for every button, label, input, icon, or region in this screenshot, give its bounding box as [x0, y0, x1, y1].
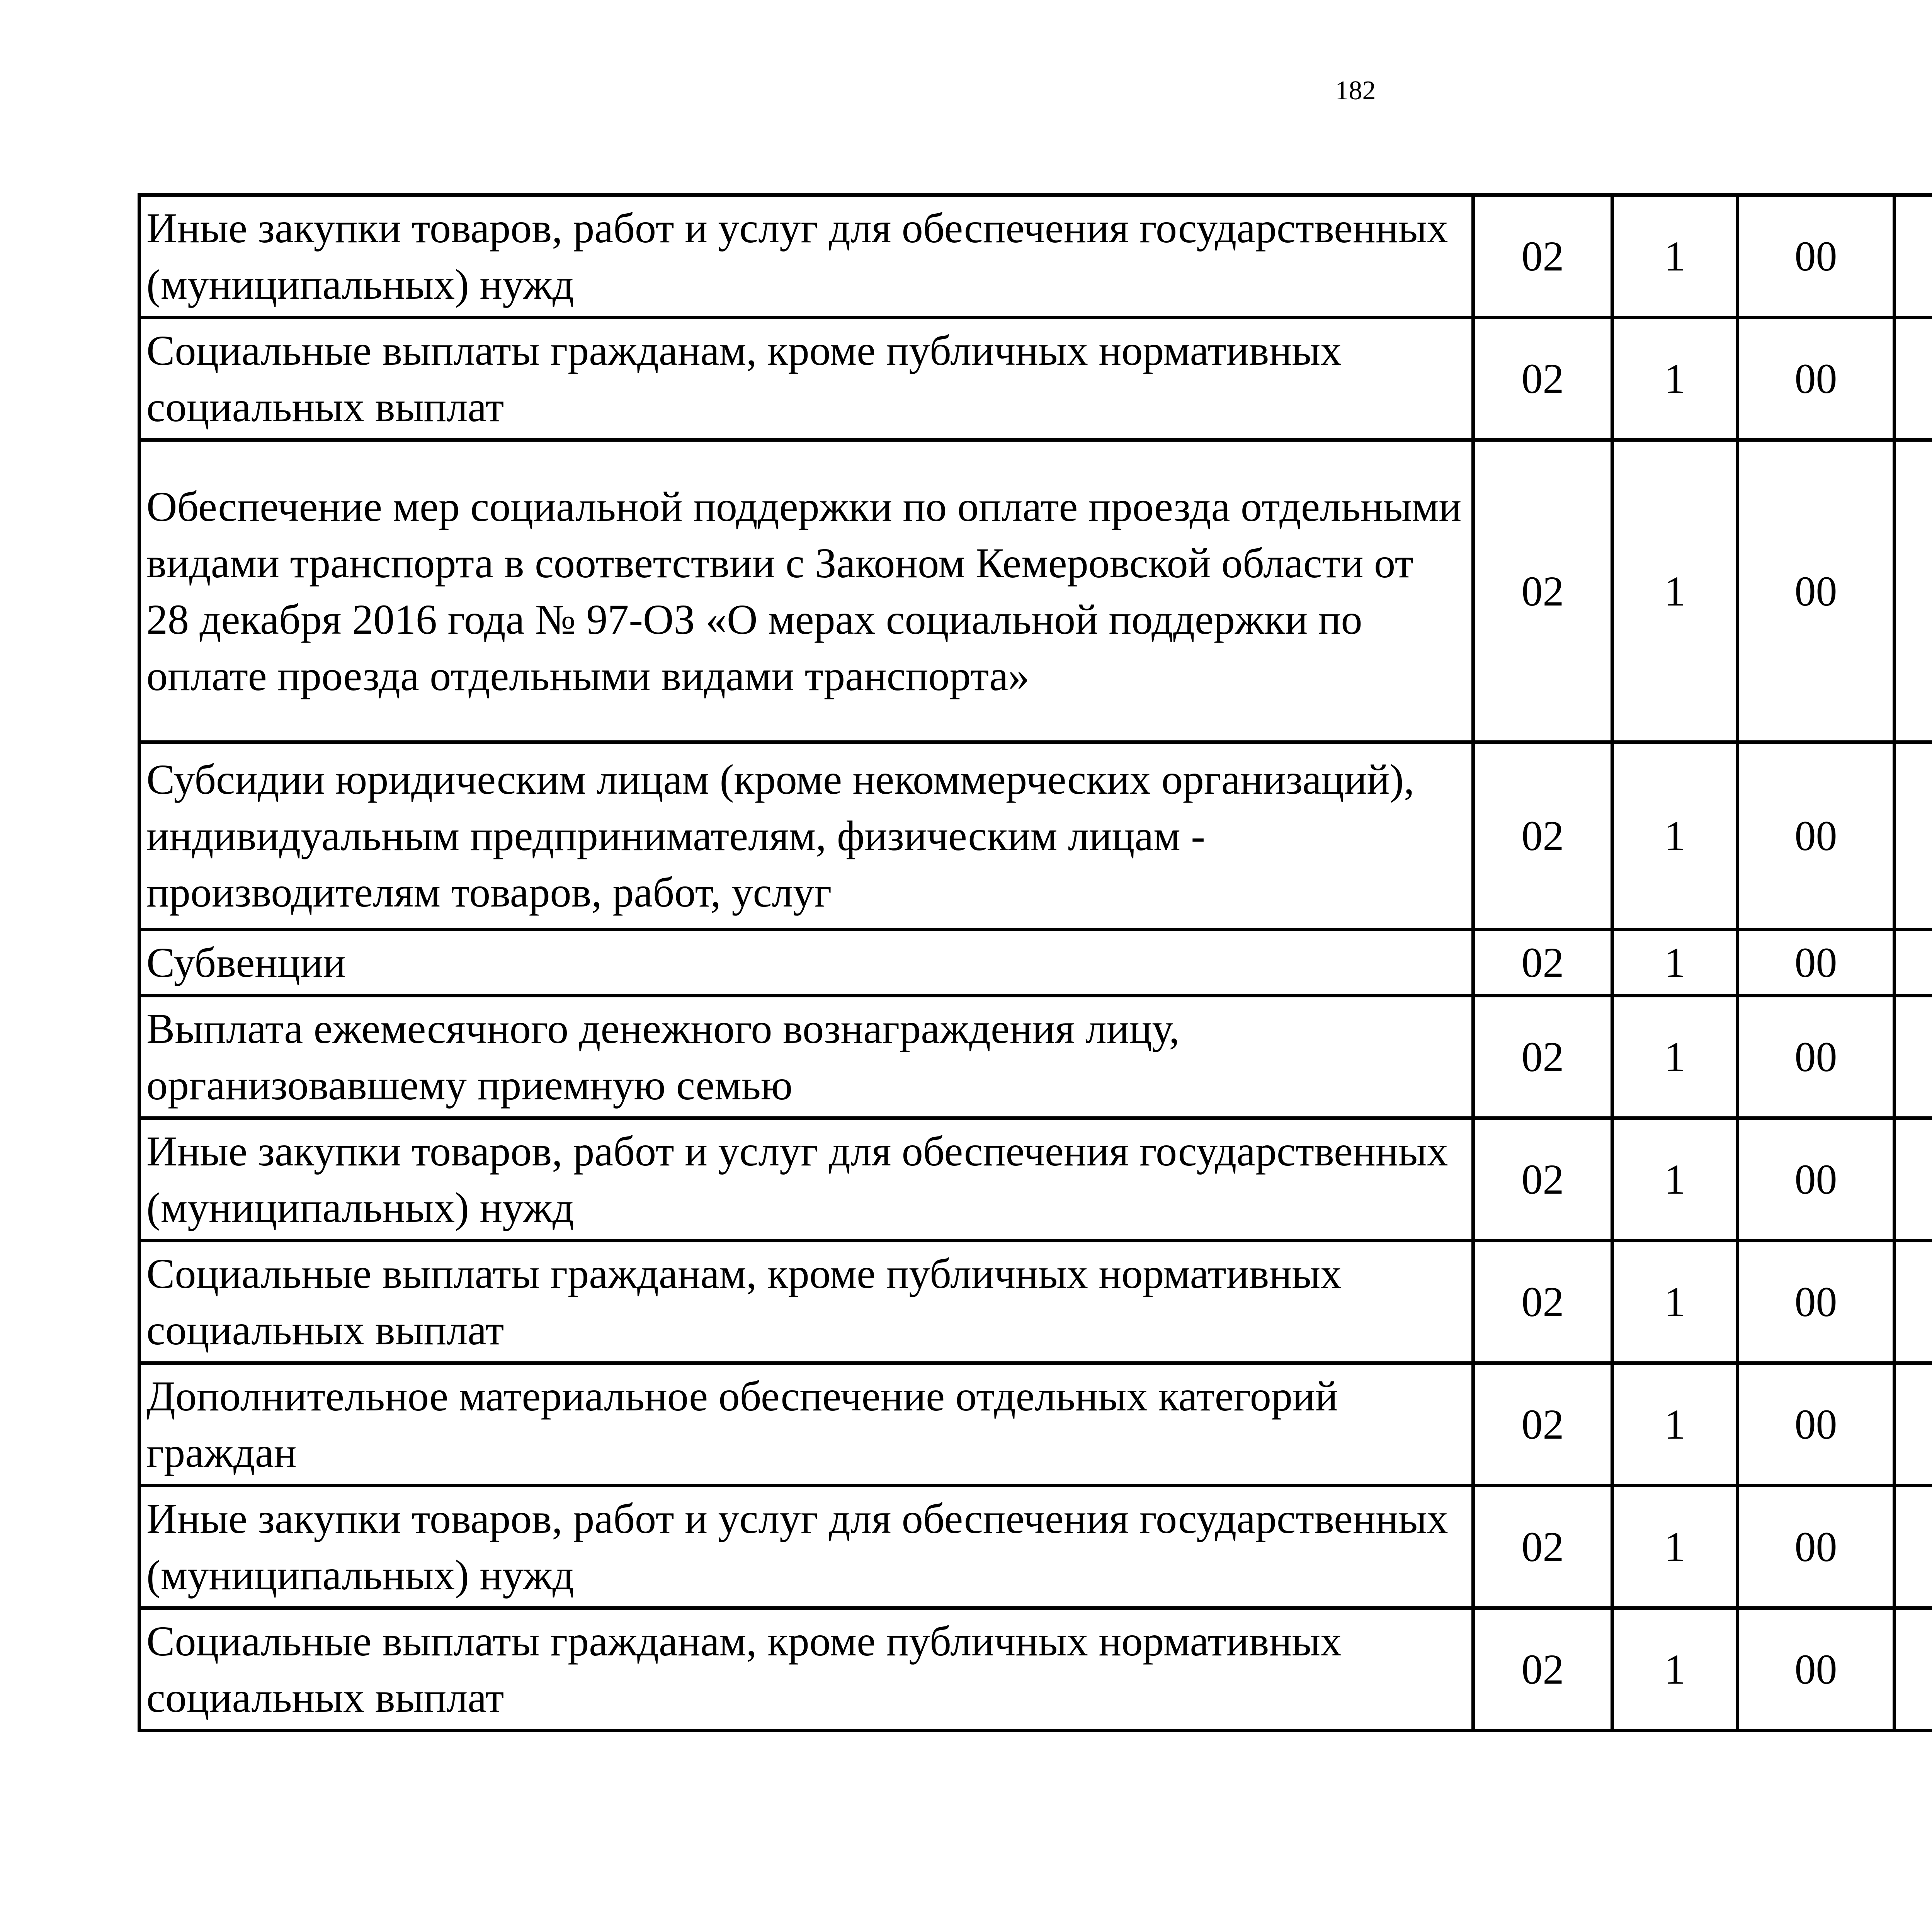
- program-code: 1: [1612, 440, 1738, 742]
- row-name: Социальные выплаты гражданам, кроме публичных нормативных социальных выплат: [139, 318, 1473, 440]
- direction-code: [1895, 1608, 1932, 1731]
- table-row: [139, 440, 1932, 742]
- table-row: [139, 195, 1932, 318]
- row-name: Иные закупки товаров, работ и услуг для обеспечения государственных (муниципальных) нужд: [139, 1486, 1473, 1608]
- row-name: Субвенции: [139, 930, 1473, 996]
- budget-table: [138, 193, 1932, 1732]
- program-code: 1: [1612, 1241, 1738, 1363]
- row-name: Иные закупки товаров, работ и услуг для обеспечения государственных (муниципальных) нужд: [139, 195, 1473, 318]
- table-row: [139, 996, 1932, 1118]
- program-code: 1: [1612, 1118, 1738, 1241]
- row-name: Выплата ежемесячного денежного вознаграждения лицу, организовавшему приемную семью: [139, 996, 1473, 1118]
- direction-code: [1895, 1486, 1932, 1608]
- table-row: [139, 1118, 1932, 1241]
- table-row: [139, 1363, 1932, 1486]
- section-code: 02: [1473, 1486, 1612, 1608]
- subprogram-code: 00: [1738, 1241, 1895, 1363]
- table-row: [139, 318, 1932, 440]
- direction-code: [1895, 996, 1932, 1118]
- subprogram-code: 00: [1738, 1608, 1895, 1731]
- program-code: 1: [1612, 318, 1738, 440]
- section-code: 02: [1473, 742, 1612, 930]
- direction-code: [1895, 1118, 1932, 1241]
- program-code: 1: [1612, 930, 1738, 996]
- table-row: [139, 1486, 1932, 1608]
- program-code: 1: [1612, 1363, 1738, 1486]
- table-row: [139, 742, 1932, 930]
- section-code: 02: [1473, 318, 1612, 440]
- table-row: [139, 1608, 1932, 1731]
- program-code: 1: [1612, 742, 1738, 930]
- row-name: Дополнительное материальное обеспечение отдельных категорий граждан: [139, 1363, 1473, 1486]
- section-code: 02: [1473, 440, 1612, 742]
- subprogram-code: 00: [1738, 318, 1895, 440]
- subprogram-code: 00: [1738, 195, 1895, 318]
- direction-code: [1895, 1363, 1932, 1486]
- program-code: 1: [1612, 996, 1738, 1118]
- page-number: 182: [1335, 76, 1376, 105]
- table-body: [139, 195, 1932, 1731]
- direction-code: [1895, 742, 1932, 930]
- direction-code: [1895, 1241, 1932, 1363]
- section-code: 02: [1473, 195, 1612, 318]
- subprogram-code: 00: [1738, 742, 1895, 930]
- program-code: 1: [1612, 1608, 1738, 1731]
- section-code: 02: [1473, 1241, 1612, 1363]
- row-name: Обеспечение мер социальной поддержки по оплате проезда отдельными видами транспорта в соответствии с Законом Кемеровской области от 28 декабря 2016 года № 97-ОЗ «О мерах социальной поддержки по оплате проезда отдельными видами транспорта»: [139, 440, 1473, 742]
- subprogram-code: 00: [1738, 440, 1895, 742]
- section-code: 02: [1473, 1118, 1612, 1241]
- row-name: Социальные выплаты гражданам, кроме публичных нормативных социальных выплат: [139, 1608, 1473, 1731]
- subprogram-code: 00: [1738, 996, 1895, 1118]
- direction-code: [1895, 440, 1932, 742]
- subprogram-code: 00: [1738, 1363, 1895, 1486]
- direction-code: [1895, 318, 1932, 440]
- section-code: 02: [1473, 996, 1612, 1118]
- section-code: 02: [1473, 930, 1612, 996]
- row-name: Субсидии юридическим лицам (кроме некоммерческих организаций), индивидуальным предпринимателям, физическим лицам - производителям товаров, работ, услуг: [139, 742, 1473, 930]
- program-code: 1: [1612, 195, 1738, 318]
- section-code: 02: [1473, 1608, 1612, 1731]
- table-row: [139, 1241, 1932, 1363]
- direction-code: [1895, 195, 1932, 318]
- row-name: Социальные выплаты гражданам, кроме публичных нормативных социальных выплат: [139, 1241, 1473, 1363]
- subprogram-code: 00: [1738, 1118, 1895, 1241]
- subprogram-code: 00: [1738, 1486, 1895, 1608]
- program-code: 1: [1612, 1486, 1738, 1608]
- table-row: [139, 930, 1932, 996]
- row-name: Иные закупки товаров, работ и услуг для обеспечения государственных (муниципальных) нужд: [139, 1118, 1473, 1241]
- subprogram-code: 00: [1738, 930, 1895, 996]
- direction-code: [1895, 930, 1932, 996]
- section-code: 02: [1473, 1363, 1612, 1486]
